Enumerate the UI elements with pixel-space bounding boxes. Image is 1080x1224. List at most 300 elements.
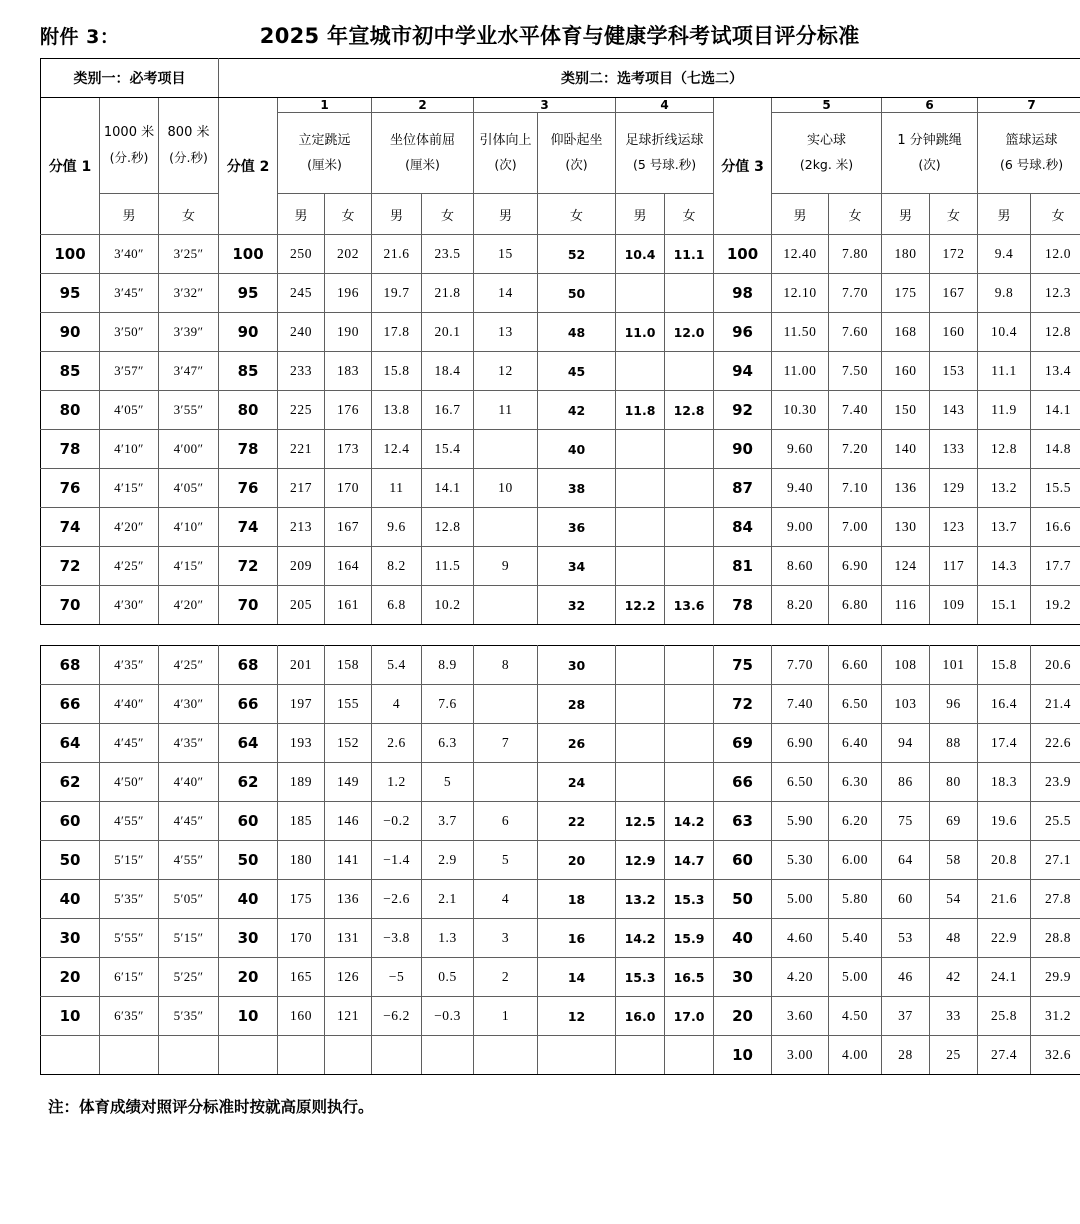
long-jump-female-cell: 173 — [325, 430, 372, 469]
score1-cell: 70 — [41, 586, 100, 625]
event-football-dribble-header: 足球折线运球 (5 号球.秒) — [616, 113, 714, 194]
sit-reach-male-cell: 15.8 — [372, 352, 422, 391]
football-female-cell — [665, 508, 714, 547]
basketball-male-cell: 17.4 — [978, 724, 1031, 763]
long-jump-female-cell: 164 — [325, 547, 372, 586]
table-row — [41, 547, 1080, 586]
rope-male-cell: 64 — [882, 841, 930, 880]
run1000-header: 1000 米 (分.秒) — [100, 98, 159, 194]
football-male-cell — [616, 547, 665, 586]
run800-cell: 3′25″ — [159, 235, 219, 274]
run1000-cell: 6′35″ — [100, 997, 159, 1036]
shot-put-male-cell: 10.30 — [772, 391, 829, 430]
gender-rp-female: 女 — [930, 194, 978, 235]
basketball-female-cell: 14.1 — [1031, 391, 1080, 430]
shot-put-male-cell: 3.00 — [772, 1036, 829, 1075]
category-header-row — [41, 59, 1080, 98]
basketball-female-cell: 15.5 — [1031, 469, 1080, 508]
table-row — [41, 274, 1080, 313]
title-bar — [40, 0, 1040, 58]
sit-ups-female-cell: 20 — [538, 841, 616, 880]
score3-cell: 92 — [714, 391, 772, 430]
score3-cell: 40 — [714, 919, 772, 958]
pull-ups-male-cell: 2 — [474, 958, 538, 997]
shot-put-male-cell: 7.40 — [772, 685, 829, 724]
table-row — [41, 919, 1080, 958]
category-2-header: 类别二：选考项目（七选二） — [219, 59, 1080, 98]
score3-cell: 10 — [714, 1036, 772, 1075]
pull-ups-male-cell: 10 — [474, 469, 538, 508]
sit-reach-male-cell: 1.2 — [372, 763, 422, 802]
sit-reach-female-cell: 5 — [422, 763, 474, 802]
rope-female-cell: 33 — [930, 997, 978, 1036]
football-female-cell: 12.0 — [665, 313, 714, 352]
shot-put-female-cell: 7.80 — [829, 235, 882, 274]
score3-cell: 98 — [714, 274, 772, 313]
pull-ups-male-cell: 8 — [474, 646, 538, 685]
sit-ups-female-cell: 38 — [538, 469, 616, 508]
gender-sr-female: 女 — [422, 194, 474, 235]
rope-male-cell: 60 — [882, 880, 930, 919]
sit-reach-male-cell: −3.8 — [372, 919, 422, 958]
long-jump-male-cell: 240 — [278, 313, 325, 352]
football-female-cell — [665, 430, 714, 469]
sit-reach-male-cell: −2.6 — [372, 880, 422, 919]
long-jump-male-cell: 197 — [278, 685, 325, 724]
sit-ups-female-cell: 26 — [538, 724, 616, 763]
pull-ups-male-cell: 15 — [474, 235, 538, 274]
gender-situp-female: 女 — [538, 194, 616, 235]
rope-female-cell: 54 — [930, 880, 978, 919]
event-index-1: 1 — [278, 98, 372, 113]
event-index-4: 4 — [616, 98, 714, 113]
sit-ups-female-cell: 30 — [538, 646, 616, 685]
run800-cell: 4′35″ — [159, 724, 219, 763]
long-jump-female-cell: 136 — [325, 880, 372, 919]
sit-ups-female-cell: 32 — [538, 586, 616, 625]
shot-put-male-cell: 8.60 — [772, 547, 829, 586]
shot-put-male-cell: 5.30 — [772, 841, 829, 880]
sit-reach-female-cell — [422, 1036, 474, 1075]
shot-put-female-cell: 6.20 — [829, 802, 882, 841]
long-jump-female-cell: 152 — [325, 724, 372, 763]
long-jump-male-cell: 170 — [278, 919, 325, 958]
long-jump-male-cell: 250 — [278, 235, 325, 274]
sit-reach-female-cell: 7.6 — [422, 685, 474, 724]
long-jump-female-cell: 126 — [325, 958, 372, 997]
football-male-cell — [616, 724, 665, 763]
score2-cell: 74 — [219, 508, 278, 547]
run1000-cell: 4′15″ — [100, 469, 159, 508]
rope-male-cell: 28 — [882, 1036, 930, 1075]
table-row — [41, 1036, 1080, 1075]
basketball-male-cell: 16.4 — [978, 685, 1031, 724]
football-male-cell: 15.3 — [616, 958, 665, 997]
sit-ups-female-cell: 22 — [538, 802, 616, 841]
basketball-male-cell: 18.3 — [978, 763, 1031, 802]
shot-put-male-cell: 6.90 — [772, 724, 829, 763]
score3-cell: 30 — [714, 958, 772, 997]
event-index-5: 5 — [772, 98, 882, 113]
football-female-cell: 14.7 — [665, 841, 714, 880]
long-jump-male-cell: 160 — [278, 997, 325, 1036]
run1000-cell: 3′40″ — [100, 235, 159, 274]
football-female-cell: 14.2 — [665, 802, 714, 841]
rope-male-cell: 160 — [882, 352, 930, 391]
rope-male-cell: 94 — [882, 724, 930, 763]
sit-ups-female-cell: 36 — [538, 508, 616, 547]
rope-female-cell: 123 — [930, 508, 978, 547]
gender-run1000-male: 男 — [100, 194, 159, 235]
gender-fb-male: 男 — [616, 194, 665, 235]
score2-cell: 95 — [219, 274, 278, 313]
section-gap — [41, 625, 1080, 646]
gender-header-row — [41, 194, 1080, 235]
football-female-cell — [665, 1036, 714, 1075]
run800-cell: 3′47″ — [159, 352, 219, 391]
rope-female-cell: 69 — [930, 802, 978, 841]
sit-reach-male-cell: 12.4 — [372, 430, 422, 469]
sit-ups-female-cell: 12 — [538, 997, 616, 1036]
score2-header: 分值 2 — [219, 98, 278, 235]
run800-cell: 4′00″ — [159, 430, 219, 469]
score2-cell: 64 — [219, 724, 278, 763]
rope-male-cell: 168 — [882, 313, 930, 352]
basketball-female-cell: 20.6 — [1031, 646, 1080, 685]
pull-ups-male-cell — [474, 685, 538, 724]
table-row — [41, 841, 1080, 880]
football-male-cell — [616, 469, 665, 508]
shot-put-male-cell: 7.70 — [772, 646, 829, 685]
long-jump-female-cell: 121 — [325, 997, 372, 1036]
score2-cell: 78 — [219, 430, 278, 469]
score2-cell: 60 — [219, 802, 278, 841]
pull-ups-male-cell: 13 — [474, 313, 538, 352]
score1-cell: 76 — [41, 469, 100, 508]
basketball-male-cell: 14.3 — [978, 547, 1031, 586]
shot-put-female-cell: 7.00 — [829, 508, 882, 547]
shot-put-male-cell: 9.40 — [772, 469, 829, 508]
pull-ups-male-cell: 4 — [474, 880, 538, 919]
shot-put-female-cell: 6.40 — [829, 724, 882, 763]
long-jump-female-cell: 183 — [325, 352, 372, 391]
sit-ups-female-cell: 34 — [538, 547, 616, 586]
score1-cell: 74 — [41, 508, 100, 547]
basketball-male-cell: 15.1 — [978, 586, 1031, 625]
score3-cell: 75 — [714, 646, 772, 685]
football-male-cell — [616, 646, 665, 685]
gender-pullup-male: 男 — [474, 194, 538, 235]
long-jump-male-cell: 175 — [278, 880, 325, 919]
sit-ups-female-cell: 18 — [538, 880, 616, 919]
sit-ups-female-cell: 50 — [538, 274, 616, 313]
run800-cell: 5′35″ — [159, 997, 219, 1036]
score1-cell: 40 — [41, 880, 100, 919]
event-index-6: 6 — [882, 98, 978, 113]
score1-header: 分值 1 — [41, 98, 100, 235]
sit-reach-female-cell: 11.5 — [422, 547, 474, 586]
table-row — [41, 763, 1080, 802]
sit-reach-male-cell: 8.2 — [372, 547, 422, 586]
run800-cell: 4′15″ — [159, 547, 219, 586]
sit-reach-male-cell — [372, 1036, 422, 1075]
shot-put-male-cell: 12.40 — [772, 235, 829, 274]
basketball-female-cell: 28.8 — [1031, 919, 1080, 958]
pull-ups-male-cell — [474, 430, 538, 469]
score1-cell: 95 — [41, 274, 100, 313]
gender-fb-female: 女 — [665, 194, 714, 235]
run800-cell — [159, 1036, 219, 1075]
football-female-cell: 15.9 — [665, 919, 714, 958]
basketball-female-cell: 16.6 — [1031, 508, 1080, 547]
rope-female-cell: 129 — [930, 469, 978, 508]
football-male-cell: 12.5 — [616, 802, 665, 841]
score3-cell: 66 — [714, 763, 772, 802]
score2-cell: 70 — [219, 586, 278, 625]
table-body-bottom — [41, 646, 1080, 1075]
football-male-cell — [616, 685, 665, 724]
shot-put-female-cell: 4.50 — [829, 997, 882, 1036]
long-jump-male-cell: 185 — [278, 802, 325, 841]
sit-reach-female-cell: 2.9 — [422, 841, 474, 880]
shot-put-female-cell: 6.30 — [829, 763, 882, 802]
rope-male-cell: 86 — [882, 763, 930, 802]
football-male-cell: 16.0 — [616, 997, 665, 1036]
shot-put-male-cell: 9.60 — [772, 430, 829, 469]
basketball-female-cell: 13.4 — [1031, 352, 1080, 391]
sit-reach-male-cell: 13.8 — [372, 391, 422, 430]
table-row — [41, 685, 1080, 724]
pull-ups-male-cell: 3 — [474, 919, 538, 958]
event-basketball-dribble-header: 篮球运球 (6 号球.秒) — [978, 113, 1080, 194]
basketball-male-cell: 25.8 — [978, 997, 1031, 1036]
sit-reach-female-cell: 23.5 — [422, 235, 474, 274]
rope-female-cell: 143 — [930, 391, 978, 430]
basketball-male-cell: 19.6 — [978, 802, 1031, 841]
football-female-cell: 17.0 — [665, 997, 714, 1036]
football-female-cell — [665, 352, 714, 391]
sit-ups-female-cell: 45 — [538, 352, 616, 391]
sit-reach-male-cell: 6.8 — [372, 586, 422, 625]
run1000-cell: 4′40″ — [100, 685, 159, 724]
score3-cell: 87 — [714, 469, 772, 508]
sit-reach-female-cell: 1.3 — [422, 919, 474, 958]
shot-put-male-cell: 4.60 — [772, 919, 829, 958]
gender-sp-female: 女 — [829, 194, 882, 235]
sit-reach-female-cell: 20.1 — [422, 313, 474, 352]
rope-female-cell: 160 — [930, 313, 978, 352]
shot-put-male-cell: 8.20 — [772, 586, 829, 625]
long-jump-female-cell: 149 — [325, 763, 372, 802]
long-jump-female-cell: 158 — [325, 646, 372, 685]
score2-cell: 40 — [219, 880, 278, 919]
sit-reach-female-cell: 21.8 — [422, 274, 474, 313]
run800-cell: 3′55″ — [159, 391, 219, 430]
long-jump-male-cell: 180 — [278, 841, 325, 880]
football-male-cell — [616, 274, 665, 313]
score1-cell: 60 — [41, 802, 100, 841]
long-jump-female-cell: 167 — [325, 508, 372, 547]
long-jump-female-cell: 155 — [325, 685, 372, 724]
gender-sr-male: 男 — [372, 194, 422, 235]
score2-cell: 10 — [219, 997, 278, 1036]
rope-male-cell: 136 — [882, 469, 930, 508]
score1-cell: 100 — [41, 235, 100, 274]
long-jump-female-cell: 202 — [325, 235, 372, 274]
pull-ups-male-cell: 9 — [474, 547, 538, 586]
sit-reach-male-cell: 4 — [372, 685, 422, 724]
event-rope-skipping-header: 1 分钟跳绳 (次) — [882, 113, 978, 194]
long-jump-male-cell: 225 — [278, 391, 325, 430]
shot-put-male-cell: 5.90 — [772, 802, 829, 841]
rope-female-cell: 96 — [930, 685, 978, 724]
football-male-cell: 13.2 — [616, 880, 665, 919]
run800-cell: 4′30″ — [159, 685, 219, 724]
pull-ups-male-cell: 6 — [474, 802, 538, 841]
long-jump-male-cell: 189 — [278, 763, 325, 802]
rope-female-cell: 117 — [930, 547, 978, 586]
score3-cell: 72 — [714, 685, 772, 724]
score3-cell: 60 — [714, 841, 772, 880]
score2-cell: 68 — [219, 646, 278, 685]
shot-put-female-cell: 5.80 — [829, 880, 882, 919]
basketball-female-cell: 17.7 — [1031, 547, 1080, 586]
basketball-male-cell: 27.4 — [978, 1036, 1031, 1075]
section-gap-row — [41, 625, 1080, 646]
score2-cell: 20 — [219, 958, 278, 997]
sit-reach-male-cell: 19.7 — [372, 274, 422, 313]
run1000-cell: 4′30″ — [100, 586, 159, 625]
basketball-female-cell: 14.8 — [1031, 430, 1080, 469]
table-gap — [41, 625, 1080, 646]
run1000-cell: 3′50″ — [100, 313, 159, 352]
run800-cell: 4′25″ — [159, 646, 219, 685]
sit-reach-male-cell: −6.2 — [372, 997, 422, 1036]
score3-cell: 63 — [714, 802, 772, 841]
score2-cell: 100 — [219, 235, 278, 274]
sit-reach-female-cell: 16.7 — [422, 391, 474, 430]
event-sit-ups-header: 仰卧起坐 (次) — [538, 113, 616, 194]
run1000-cell: 3′45″ — [100, 274, 159, 313]
score2-cell: 76 — [219, 469, 278, 508]
shot-put-female-cell: 4.00 — [829, 1036, 882, 1075]
gender-lj-male: 男 — [278, 194, 325, 235]
football-male-cell: 11.0 — [616, 313, 665, 352]
score1-cell: 10 — [41, 997, 100, 1036]
rope-male-cell: 124 — [882, 547, 930, 586]
long-jump-female-cell: 196 — [325, 274, 372, 313]
rope-female-cell: 25 — [930, 1036, 978, 1075]
gender-bb-female: 女 — [1031, 194, 1080, 235]
shot-put-female-cell: 7.40 — [829, 391, 882, 430]
rope-male-cell: 130 — [882, 508, 930, 547]
football-male-cell: 12.2 — [616, 586, 665, 625]
football-female-cell: 15.3 — [665, 880, 714, 919]
shot-put-female-cell: 6.90 — [829, 547, 882, 586]
score3-cell: 20 — [714, 997, 772, 1036]
pull-ups-male-cell: 5 — [474, 841, 538, 880]
score1-cell: 64 — [41, 724, 100, 763]
pull-ups-male-cell: 11 — [474, 391, 538, 430]
football-female-cell — [665, 469, 714, 508]
run1000-cell: 4′25″ — [100, 547, 159, 586]
rope-male-cell: 103 — [882, 685, 930, 724]
sit-reach-female-cell: 18.4 — [422, 352, 474, 391]
rope-female-cell: 101 — [930, 646, 978, 685]
basketball-female-cell: 27.1 — [1031, 841, 1080, 880]
basketball-male-cell: 13.7 — [978, 508, 1031, 547]
page-title: 2025 年宣城市初中学业水平体育与健康学科考试项目评分标准 — [259, 24, 860, 48]
basketball-female-cell: 12.0 — [1031, 235, 1080, 274]
basketball-male-cell: 9.4 — [978, 235, 1031, 274]
sit-ups-female-cell: 14 — [538, 958, 616, 997]
sit-reach-female-cell: 2.1 — [422, 880, 474, 919]
pull-ups-male-cell — [474, 508, 538, 547]
table-row — [41, 391, 1080, 430]
football-male-cell: 11.8 — [616, 391, 665, 430]
shot-put-female-cell: 7.10 — [829, 469, 882, 508]
run1000-cell: 4′05″ — [100, 391, 159, 430]
score2-cell: 85 — [219, 352, 278, 391]
event-shot-put-header: 实心球 (2kg. 米) — [772, 113, 882, 194]
shot-put-female-cell: 6.50 — [829, 685, 882, 724]
pull-ups-male-cell — [474, 1036, 538, 1075]
basketball-female-cell: 23.9 — [1031, 763, 1080, 802]
pull-ups-male-cell: 14 — [474, 274, 538, 313]
gender-run800-female: 女 — [159, 194, 219, 235]
rope-female-cell: 133 — [930, 430, 978, 469]
shot-put-male-cell: 11.00 — [772, 352, 829, 391]
sit-ups-female-cell: 40 — [538, 430, 616, 469]
shot-put-male-cell: 12.10 — [772, 274, 829, 313]
footnote: 注：体育成绩对照评分标准时按就高原则执行。 — [48, 1098, 374, 1116]
attachment-label: 附件 3： — [40, 26, 120, 48]
score2-cell: 30 — [219, 919, 278, 958]
basketball-male-cell: 13.2 — [978, 469, 1031, 508]
shot-put-male-cell: 11.50 — [772, 313, 829, 352]
long-jump-male-cell: 201 — [278, 646, 325, 685]
score1-cell: 20 — [41, 958, 100, 997]
rope-female-cell: 42 — [930, 958, 978, 997]
football-female-cell — [665, 274, 714, 313]
table-row — [41, 724, 1080, 763]
gender-lj-female: 女 — [325, 194, 372, 235]
score3-cell: 90 — [714, 430, 772, 469]
basketball-female-cell: 29.9 — [1031, 958, 1080, 997]
football-female-cell — [665, 685, 714, 724]
long-jump-female-cell: 176 — [325, 391, 372, 430]
rope-male-cell: 175 — [882, 274, 930, 313]
pull-ups-male-cell: 7 — [474, 724, 538, 763]
table-row — [41, 352, 1080, 391]
pull-ups-male-cell — [474, 763, 538, 802]
long-jump-female-cell — [325, 1036, 372, 1075]
basketball-female-cell: 32.6 — [1031, 1036, 1080, 1075]
table-row — [41, 646, 1080, 685]
score3-header: 分值 3 — [714, 98, 772, 235]
score3-cell: 84 — [714, 508, 772, 547]
sit-reach-male-cell: 17.8 — [372, 313, 422, 352]
basketball-male-cell: 11.1 — [978, 352, 1031, 391]
score1-cell: 72 — [41, 547, 100, 586]
rope-male-cell: 46 — [882, 958, 930, 997]
run1000-cell: 4′10″ — [100, 430, 159, 469]
sit-reach-female-cell: 14.1 — [422, 469, 474, 508]
run800-cell: 3′32″ — [159, 274, 219, 313]
long-jump-male-cell: 221 — [278, 430, 325, 469]
basketball-male-cell: 12.8 — [978, 430, 1031, 469]
long-jump-female-cell: 161 — [325, 586, 372, 625]
